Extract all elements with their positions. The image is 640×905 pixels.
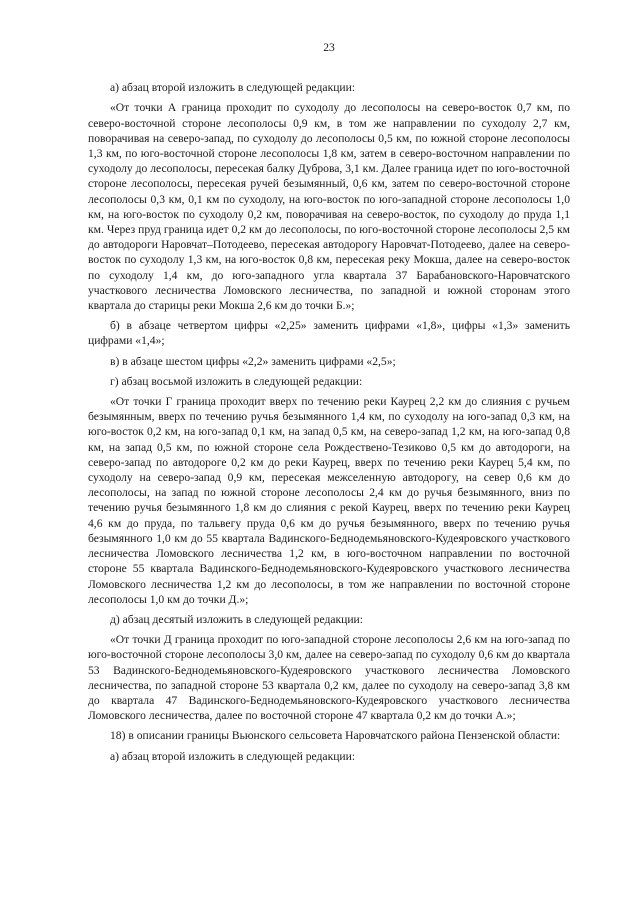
page-number: 23 [323,41,335,54]
paragraph-boundary-g-d: «От точки Г граница проходит вверх по течению реки Каурец 2,2 км до слияния с ручьем безымянным, вверх по течению ручья безымянного 1,4 км, по суходолу на юго-запад 0,3 км, на юго-восток 0,2 км, на юго-запад 0,1 км, на запад 0,5 км, на северо-запад 1,2 км, на юго-запад 0,8 км, на запад 0,5 км, по южной стороне села Рождествено-Тезиково 0,5 км до автодороги, на северо-запад по автодороге 0,2 км до реки Каурец, вверх по течению реки Каурец 5,4 км, по суходолу на северо-запад 0,9 км, пересекая межселенную автодорогу, на север 0,6 км до лесополосы, на запад по южной стороне лесополосы 2,4 км до ручья безымянного, вниз по течению ручья безымянного 1,8 км до слияния с рекой Каурец, вверх по течению реки Каурец 4,6 км до пруда, по тальвегу пруда 0,6 км до ручья безымянного, вверх по течению ручья безымянного 1,0 км до 55 квартала Вадинского-Беднодемьяновского-Кудеяровского участкового лесничества Ломовского лесничества 1,2 км, в юго-восточном направлении по восточной стороне 55 квартала Вадинского-Беднодемьяновского-Кудеяровского участкового лесничества Ломовского лесничества 1,2 км до лесополосы, в том же направлении по восточной стороне лесополосы 1,0 км до точки Д.»; [88,395,570,606]
paragraph-item-18: 18) в описании границы Вьюнского сельсовета Наровчатского района Пензенской области: [110,729,561,743]
paragraph-boundary-d-a: «От точки Д граница проходит по юго-западной стороне лесополосы 2,6 км на юго-запад по юго-восточной стороне лесополосы 3,0 км, далее на северо-запад по суходолу 0,6 км до квартала 53 Вадинского-Беднодемьяновского-Кудеяровского участкового лесничества Ломовского лесничества, по западной стороне 53 квартала 0,2 км, далее по суходолу на северо-запад 3,8 км до квартала 47 Вадинского-Беднодемьяновского-Кудеяровского участкового лесничества Ломовского лесничества, далее по восточной стороне 47 квартала 0,2 км до точки А.»; [88,633,570,723]
paragraph-amendment-g: г) абзац восьмой изложить в следующей редакции: [110,374,363,388]
paragraph-amendment-d: д) абзац десятый изложить в следующей редакции: [110,612,363,626]
paragraph-amendment-a: а) абзац второй изложить в следующей редакции: [110,81,356,95]
paragraph-amendment-v: в) в абзаце шестом цифры «2,2» заменить цифрами «2,5»; [110,354,396,368]
paragraph-boundary-a-b: «От точки А граница проходит по суходолу до лесополосы на северо-восток 0,7 км, по северо-восточной стороне лесополосы 0,9 км, в том же направлении по суходолу 2,7 км, поворачивая на северо-запад, по суходолу до лесополосы 0,5 км, по южной стороне лесополосы 1,3 км, по юго-восточной стороне лесополосы 1,8 км, затем в северо-восточном направлении по суходолу до лесополосы, пересекая балку Дуброва, 3,1 км. Далее граница идет по юго-восточной стороне лесополосы, пересекая ручей безымянный, 0,6 км, затем по северо-восточной стороне лесополосы 0,3 км, 0,1 км по суходолу, на юго-восток по юго-западной стороне лесополосы 1,0 км, на юго-восток по суходолу 0,2 км, поворачивая на северо-восток, по суходолу до пруда 1,1 км. Через пруд граница идет 0,2 км до лесополосы, по юго-восточной стороне лесополосы 2,5 км до автодороги Наровчат–Потодеево, пересекая автодорогу Наровчат-Потодеево, далее на северо-восток по суходолу 1,3 км, на юго-восток 0,8 км, пересекая реку Мокша, далее на северо-восток по суходолу 1,4 км, до юго-западного угла квартала 37 Барабановского-Наровчатского участкового лесничества Ломовского лесничества, по западной и южной сторонам этого квартала до старицы реки Мокша 2,6 км до точки Б.»; [88,101,570,313]
paragraph-amendment-b: б) в абзаце четвертом цифры «2,25» заменить цифрами «1,8», цифры «1,3» заменить цифрами «1,4»; [88,319,570,348]
paragraph-amendment-a-2: а) абзац второй изложить в следующей редакции: [110,749,356,763]
